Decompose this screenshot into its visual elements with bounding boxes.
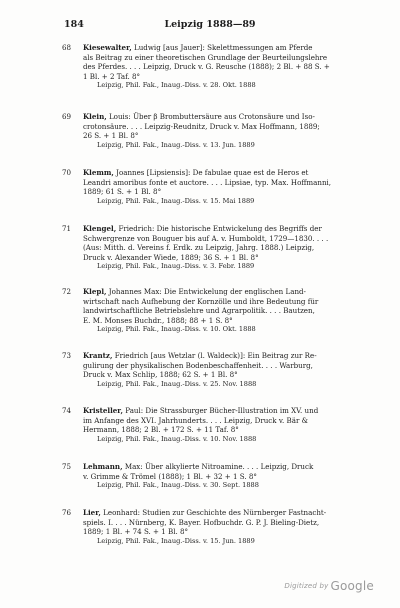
- entry-number: 73: [62, 351, 72, 360]
- entry-body: [83, 462, 366, 491]
- entry-body: [83, 224, 366, 272]
- entry-dissertation-note: Leipzig, Phil. Fak., Inaug.-Diss. v. 10. Okt. 1888: [97, 325, 256, 334]
- entry-number: 74: [62, 406, 72, 415]
- entry-line: Druck v. Alexander Wiede, 1889; 36 S. + 1 Bl. 8°: [83, 252, 259, 262]
- bibliography-entry: [62, 406, 366, 444]
- entry-body: [83, 287, 366, 335]
- entry-line: Schwergrenze von Bouguer bis auf A. v. Humboldt, 1729—1830. . . .: [83, 233, 329, 243]
- entry-dissertation-note: Leipzig, Phil. Fak., Inaug.-Diss. v. 30. Sept. 1888: [97, 481, 259, 490]
- entry-line: 1889; 1 Bl. + 74 S. + 1 Bl. 8°: [83, 527, 189, 537]
- bibliography-entry: [62, 168, 366, 206]
- entry-number: 69: [62, 112, 72, 121]
- entry-line: crotonsäure. . . . Leipzig-Reudnitz, Druck v. Max Hoffmann, 1889;: [83, 121, 320, 131]
- entry-line: als Beitrag zu einer theoretischen Grundlage der Beurteilungslehre: [83, 52, 328, 62]
- entry-line: (Aus: Mitth. d. Vereins f. Erdk. zu Leipzig, Jahrg. 1888.) Leipzig,: [83, 243, 315, 253]
- entry-line: Max: Über alkylierte Nitroamine. . . . Leipzig, Druck: [124, 462, 314, 471]
- bibliography-entry: [62, 351, 366, 389]
- google-logo: Google: [330, 579, 374, 593]
- bibliography-entry: [62, 112, 366, 150]
- entry-line: Ludwig [aus Jauer]: Skelettmessungen am Pferde: [134, 43, 313, 52]
- entry-line: des Pferdes. . . . Leipzig, Druck v. G. Reusche (1888); 2 Bl. + 88 S. +: [83, 62, 330, 72]
- entry-line: Louis: Über β Brombuttersäure aus Crotonsäure und Iso-: [108, 112, 315, 121]
- entry-line: wirtschaft nach Aufhebung der Kornzölle und ihre Bedeutung für: [83, 296, 319, 306]
- bibliography-entry: [62, 462, 366, 491]
- page-header: [64, 19, 356, 33]
- entry-author: Kristeller,: [83, 406, 123, 415]
- entry-line: Leonhard: Studien zur Geschichte des Nürnberger Fastnacht-: [103, 508, 327, 517]
- running-title: Leipzig 1888—89: [164, 19, 256, 30]
- entry-body: [83, 43, 366, 91]
- entry-dissertation-note: Leipzig, Phil. Fak., Inaug.-Diss. v. 15. Jun. 1889: [97, 536, 255, 545]
- entry-author: Lier,: [83, 508, 101, 517]
- entry-number: 76: [62, 508, 72, 517]
- entry-dissertation-note: Leipzig, Phil. Fak., Inaug.-Diss. v. 15. Mai 1889: [97, 196, 255, 205]
- entry-dissertation-note: Leipzig, Phil. Fak., Inaug.-Diss. v. 10. Nov. 1888: [97, 434, 257, 443]
- entry-author: Kiesewalter,: [83, 43, 132, 52]
- entry-line: landwirtschaftliche Betriebslehre und Agrarpolitik. . . . Bautzen,: [83, 306, 315, 316]
- entry-author: Klengel,: [83, 224, 117, 233]
- entry-number: 75: [62, 462, 72, 471]
- entry-dissertation-note: Leipzig, Phil. Fak., Inaug.-Diss. v. 25. Nov. 1888: [97, 379, 257, 388]
- entry-line: Joannes [Lipsiensis]: De fabulae quae est de Heros et: [116, 168, 309, 177]
- entry-author: Klein,: [83, 112, 107, 121]
- entry-author: Klemm,: [83, 168, 114, 177]
- entry-line: Leandri amoribus fonte et auctore. . . . Lipsiae, typ. Max. Hoffmanni,: [83, 177, 332, 187]
- entry-dissertation-note: Leipzig, Phil. Fak., Inaug.-Diss. v. 28. Okt. 1888: [97, 81, 256, 90]
- entry-dissertation-note: Leipzig, Phil. Fak., Inaug.-Diss. v. 13. Jun. 1889: [97, 140, 255, 149]
- entry-body: [83, 406, 366, 444]
- bibliography-entry: [62, 43, 366, 91]
- entry-body: [83, 168, 366, 206]
- entry-dissertation-note: Leipzig, Phil. Fak., Inaug.-Diss. v. 3. Febr. 1889: [97, 262, 255, 271]
- entry-number: 71: [62, 224, 72, 233]
- entry-line: gulirung der physikalischen Bodenbeschaffenheit. . . . Warburg,: [83, 360, 313, 370]
- entry-body: [83, 112, 366, 150]
- entry-line: spiels. I. . . . Nürnberg, K. Bayer. Hofbuchdr. G. P. J. Bieling-Dietz,: [83, 517, 320, 527]
- entry-line: Druck v. Max Schlip, 1888; 62 S. + 1 Bl. 8°: [83, 370, 238, 380]
- entry-line: 26 S. + 1 Bl. 8°: [83, 131, 139, 141]
- entry-author: Krantz,: [83, 351, 113, 360]
- entry-line: Paul: Die Strassburger Bücher-Illustration im XV. und: [125, 406, 319, 415]
- entry-line: Hermann, 1888; 2 Bl. + 172 S. + 11 Taf. 8°: [83, 425, 239, 435]
- entry-line: v. Grimme & Trömel (1888); 1 Bl. + 32 + 1 S. 8°: [83, 471, 257, 481]
- bibliography-entry: [62, 287, 366, 335]
- entry-body: [83, 351, 366, 389]
- entry-line: Friedrich [aus Wetzlar (l. Waldeck)]: Ein Beitrag zur Re-: [114, 351, 317, 360]
- digitized-watermark: [284, 579, 374, 593]
- page-number: 184: [64, 19, 84, 30]
- entry-body: [83, 508, 366, 546]
- entry-number: 68: [62, 43, 72, 52]
- entry-line: im Anfange des XVI. Jahrhunderts. . . . Leipzig, Druck v. Bär &: [83, 415, 308, 425]
- entry-line: 1 Bl. + 2 Taf. 8°: [83, 71, 141, 81]
- entry-author: Lehmann,: [83, 462, 123, 471]
- bibliography-entry: [62, 224, 366, 272]
- watermark-prefix: Digitized by: [284, 582, 329, 590]
- bibliography-entry: [62, 508, 366, 546]
- entry-number: 72: [62, 287, 72, 296]
- entry-line: Friedrich: Die historische Entwickelung des Begriffs der: [118, 224, 322, 233]
- entry-line: Johannes Max: Die Entwickelung der englischen Land-: [108, 287, 306, 296]
- entry-line: E. M. Monses Buchdr., 1888; 88 + 1 S. 8°: [83, 315, 233, 325]
- entry-line: 1889; 61 S. + 1 Bl. 8°: [83, 187, 162, 197]
- entry-number: 70: [62, 168, 72, 177]
- entry-author: Klepl,: [83, 287, 107, 296]
